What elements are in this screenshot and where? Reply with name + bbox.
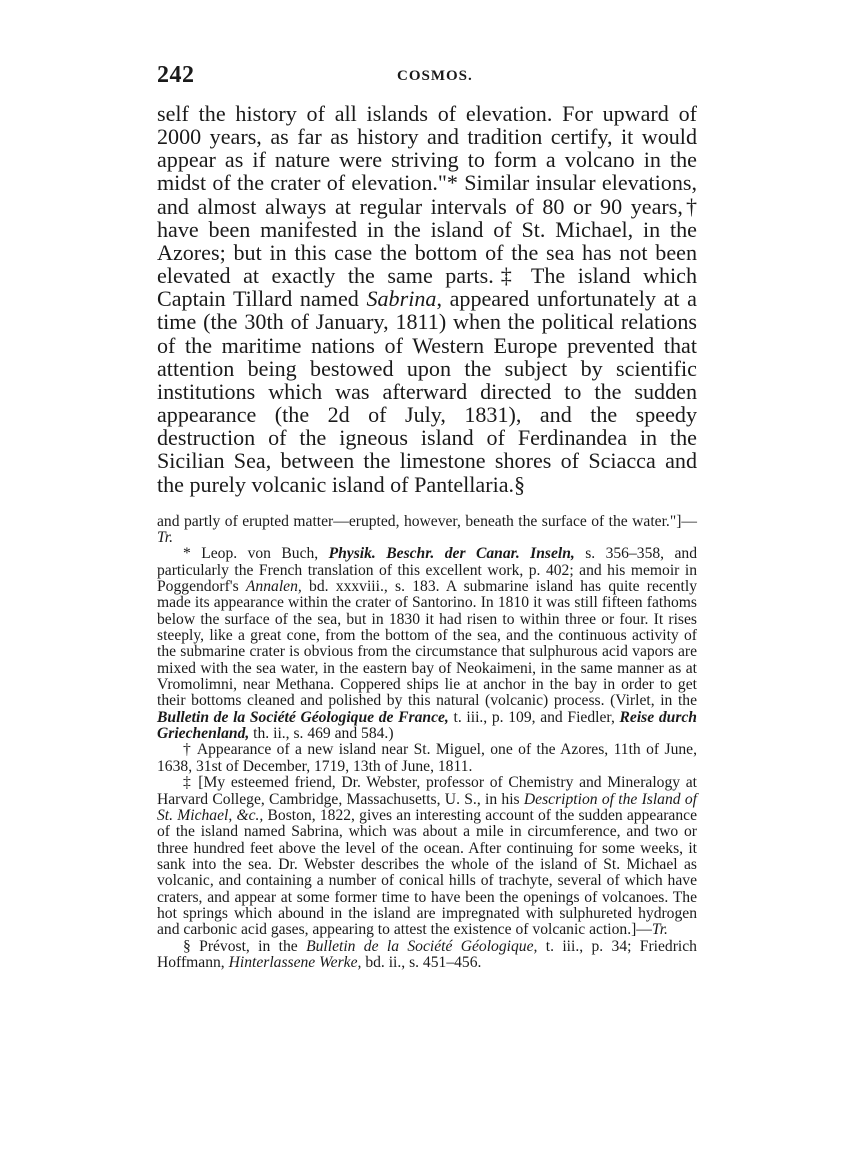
book-page — [157, 62, 697, 971]
main-paragraph: self the history of all islands of elevation. For upward of 2000 years, as far as history and tradition certify, it would appear as if nature were striving to form a volcano in the midst of the crater of elevation."* Similar insular elevations, and almost always at regular intervals of 80 or 90 years,† have been manifested in the island of St. Michael, in the Azores; but in this case the bottom of the sea has not been elevated at exactly the same parts.‡ The island which Captain Tillard named Sabrina, appeared unfortunately at a time (the 30th of January, 1811) when the political relations of the maritime nations of Western Europe prevented that attention being bestowed upon the subject by scientific institutions which was afterward directed to the sudden appearance (the 2d of July, 1831), and the speedy destruction of the igneous island of Ferdinandea in the Sicilian Sea, between the limestone shores of Sciacca and the purely volcanic island of Pantellaria.§ — [157, 101, 697, 497]
footnote-continued: and partly of erupted matter—erupted, however, beneath the surface of the water."]—Tr. — [157, 512, 697, 546]
main-text — [157, 102, 697, 496]
running-title: COSMOS. — [397, 68, 473, 84]
island-name-sabrina: Sabrina — [366, 286, 437, 312]
footnote-dagger: † Appearance of a new island near St. Miguel, one of the Azores, 11th of June, 1638, 31st of December, 1719, 13th of June, 1811. — [157, 741, 697, 775]
page-header — [157, 62, 697, 92]
footnote-section: § Prévost, in the Bulletin de la Société Géologique, t. iii., p. 34; Friedrich Hoffmann, Hinterlassene Werke, bd. ii., s. 451–456. — [157, 937, 697, 971]
footnote-double-dagger: ‡ [My esteemed friend, Dr. Webster, professor of Chemistry and Mineralogy at Harvard College, Cambridge, Massachusetts, U. S., in his Description of the Island of St. Michael, &c., Boston, 1822, gives an interesting account of the sudden appearance of the island named Sabrina, which was about a mile in circumference, and two or three hundred feet above the level of the ocean. After continuing for some weeks, it sank into the sea. Dr. Webster describes the whole of the island of St. Michael as volcanic, and containing a number of conical hills of trachyte, several of which have craters, and appear at some former time to have been the openings of volcanoes. The hot springs which abound in the island are impregnated with sulphureted hydrogen and carbonic acid gases, appearing to attest the existence of volcanic action.]—Tr. — [157, 774, 697, 939]
page-number: 242 — [157, 62, 195, 88]
footnotes — [157, 514, 697, 972]
footnote-star: * Leop. von Buch, Physik. Beschr. der Canar. Inseln, s. 356–358, and particularly the French translation of this excellent work, p. 402; and his memoir in Poggendorf's Annalen, bd. xxxviii., s. 183. A submarine island has quite recently made its appearance within the crater of Santorino. In 1810 it was still fifteen fathoms below the surface of the sea, but in 1830 it had risen to within three or four. It rises steeply, like a great cone, from the bottom of the sea, and the continuous activity of the submarine crater is obvious from the circumstance that sulphurous acid vapors are mixed with the sea water, in the eastern bay of Neokaimeni, in the same manner as at Vromolimni, near Methana. Coppered ships lie at anchor in the bay in order to get their bottoms cleaned and polished by this natural (volcanic) process. (Virlet, in the Bulletin de la Société Géologique de France, t. iii., p. 109, and Fiedler, Reise durch Griechenland, th. ii., s. 469 and 584.) — [157, 545, 698, 743]
